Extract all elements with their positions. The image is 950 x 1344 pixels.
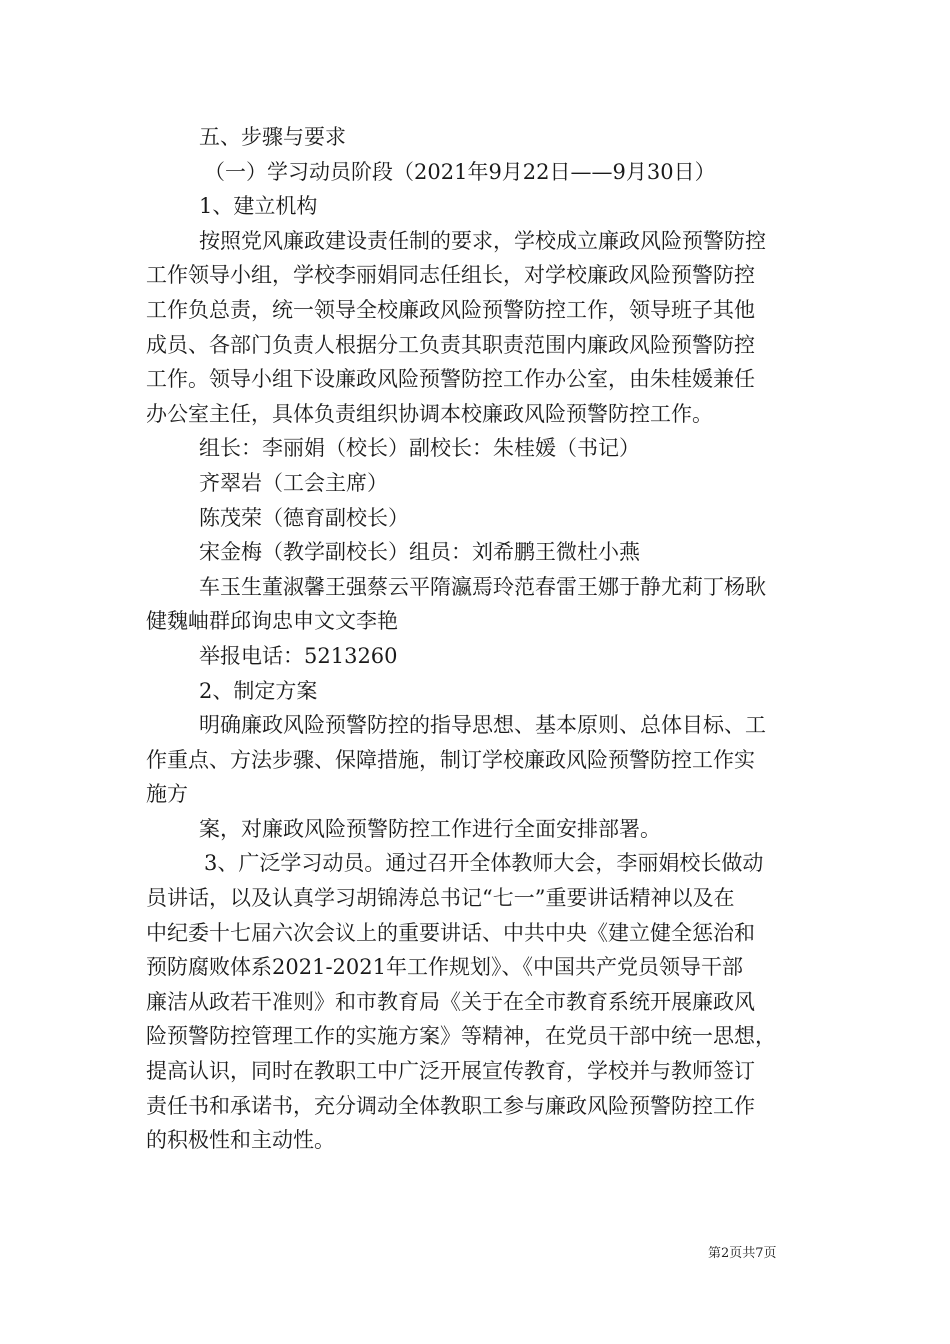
paragraph-line: 作重点、方法步骤、保障措施，制订学校廉政风险预警防控工作实: [146, 747, 755, 772]
paragraph-line: 中纪委十七届六次会议上的重要讲话、中共中央《建立健全惩治和: [146, 920, 755, 945]
section-heading: 五、步骤与要求: [199, 125, 346, 149]
member-line: 宋金梅（教学副校长）组员：刘希鹏王微杜小燕: [199, 540, 640, 565]
member-line: 组长：李丽娟（校长）副校长：朱桂媛（书记）: [199, 436, 640, 461]
paragraph-line: 险预警防控管理工作的实施方案》等精神，在党员干部中统一思想，: [146, 1024, 776, 1049]
subsection-heading: （一）学习动员阶段（2021年9月22日——9月30日）: [204, 159, 716, 184]
member-line: 健魏岫群邱询忠申文文李艳: [146, 609, 398, 634]
paragraph-line: 工作负总责，统一领导全校廉政风险预警防控工作，领导班子其他: [146, 297, 755, 322]
item-heading: 1、建立机构: [199, 194, 318, 219]
item-heading: 2、制定方案: [199, 678, 318, 703]
paragraph-line: 预防腐败体系2021-2021年工作规划》、《中国共产党员领导干部: [146, 955, 743, 980]
paragraph-line: 员讲话，以及认真学习胡锦涛总书记“七一”重要讲话精神以及在: [146, 886, 735, 911]
paragraph-line: 施方: [146, 782, 188, 807]
paragraph-line: 廉洁从政若干准则》和市教育局《关于在全市教育系统开展廉政风: [146, 989, 755, 1014]
member-line: 齐翠岩（工会主席）: [199, 470, 388, 495]
paragraph-line: 的积极性和主动性。: [146, 1128, 335, 1153]
hotline-line: 举报电话：5213260: [199, 643, 398, 668]
document-body: [146, 120, 811, 1158]
paragraph-line: 明确廉政风险预警防控的指导思想、基本原则、总体目标、工: [199, 713, 766, 738]
paragraph-line: 案，对廉政风险预警防控工作进行全面安排部署。: [199, 816, 661, 841]
paragraph-line: 按照党风廉政建设责任制的要求，学校成立廉政风险预警防控: [199, 228, 766, 253]
paragraph-line: 工作领导小组，学校李丽娟同志任组长，对学校廉政风险预警防控: [146, 263, 755, 288]
paragraph-line: 办公室主任，具体负责组织协调本校廉政风险预警防控工作。: [146, 401, 713, 426]
paragraph-line: 工作。领导小组下设廉政风险预警防控工作办公室，由朱桂媛兼任: [146, 367, 755, 392]
member-line: 陈茂荣（德育副校长）: [199, 505, 409, 530]
member-line: 车玉生董淑馨王强蔡云平隋瀛焉玲范春雷王娜于静尤莉丁杨耿: [199, 574, 766, 599]
paragraph-line: 责任书和承诺书，充分调动全体教职工参与廉政风险预警防控工作: [146, 1093, 755, 1118]
paragraph-line: 3、广泛学习动员。通过召开全体教师大会，李丽娟校长做动: [204, 851, 764, 876]
paragraph-line: 提高认识，同时在教职工中广泛开展宣传教育，学校并与教师签订: [146, 1059, 755, 1084]
page-number: 第2页共7页: [708, 1246, 777, 1261]
paragraph-line: 成员、各部门负责人根据分工负责其职责范围内廉政风险预警防控: [146, 332, 755, 357]
